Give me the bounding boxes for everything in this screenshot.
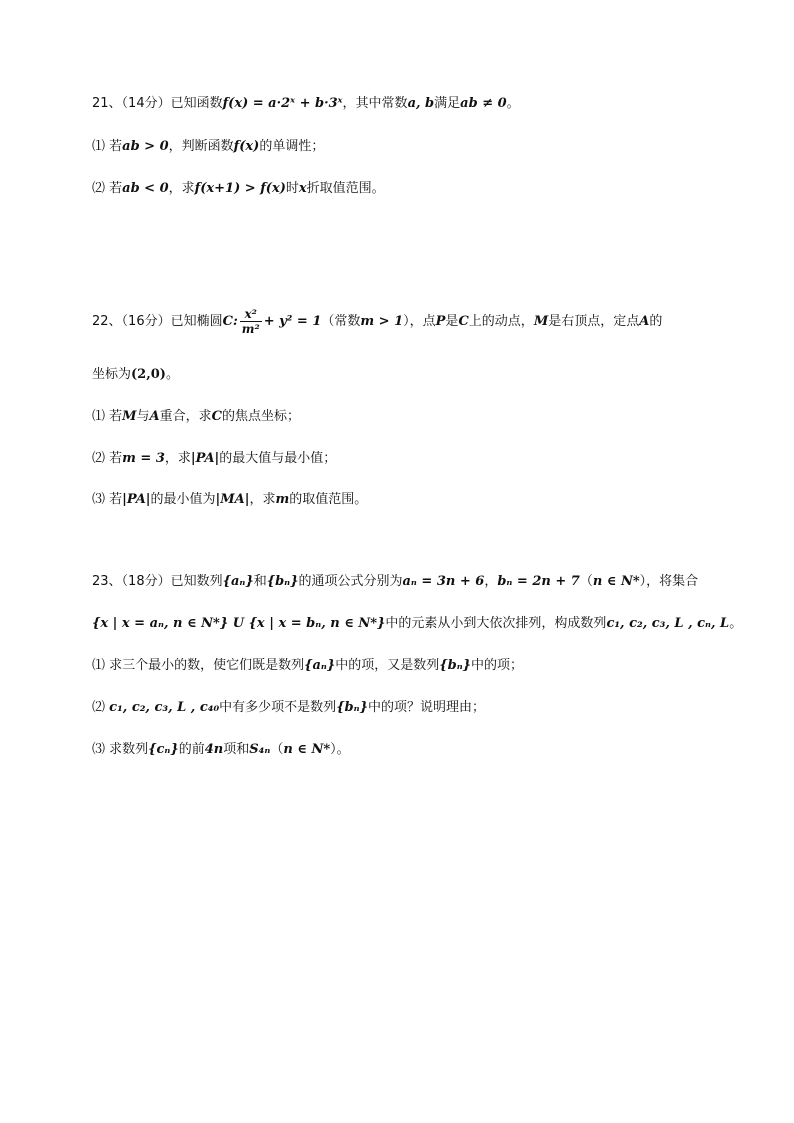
q23-part2: ⑵ c₁, c₂, c₃, L , c₄₀中有多少项不是数列{bₙ}中的项？说明理由； (92, 700, 485, 715)
q22-stem: 22、（16分）已知椭圆C: $\frac{\text{x²}}{\text{m²}}$ + y² = 1（常数m > 1），点P是C上的动点，M是右顶点，定点A的 (92, 307, 663, 336)
q23-stem-line2: {x | x = aₙ, n ∈ N*} U {x | x = bₙ, n ∈ N*}中的元素从小到大依次排列，构成数列c₁, c₂, c₃, L , cₙ, L。 (92, 616, 743, 631)
q23-part3: ⑶ 求数列{cₙ}的前4n项和S₄ₙ（n ∈ N*）。 (92, 742, 350, 757)
q22-fraction: $\frac{\text{x²}}{\text{m²}}$ (241, 307, 260, 336)
q21-stem: 21、（14分）已知函数f(x) = a·2ˣ + b·3ˣ，其中常数a, b满足ab ≠ 0。 (92, 96, 520, 111)
q22-part1: ⑴ 若M与A重合，求C的焦点坐标； (92, 409, 301, 424)
q22-stem-line2: 坐标为(2,0)。 (92, 367, 179, 382)
q21-part1: ⑴ 若ab > 0，判断函数f(x)的单调性； (92, 139, 325, 154)
q21-function: f(x) = a·2ˣ + b·3ˣ (222, 96, 343, 111)
q23-part1: ⑴ 求三个最小的数，使它们既是数列{aₙ}中的项，又是数列{bₙ}中的项； (92, 658, 524, 673)
q23-stem: 23、（18分）已知数列{aₙ}和{bₙ}的通项公式分别为aₙ = 3n + 6，bₙ = 2n + 7（n ∈ N*），将集合 (92, 574, 699, 589)
q21-part2: ⑵ 若ab < 0，求f(x+1) > f(x)时x折取值范围。 (92, 181, 385, 196)
q22-part3: ⑶ 若|PA|的最小值为|MA|，求m的取值范围。 (92, 492, 368, 507)
q22-part2: ⑵ 若m = 3，求|PA|的最大值与最小值； (92, 451, 337, 466)
q21-condition: ab ≠ 0 (460, 96, 507, 111)
q23-set: {x | x = aₙ, n ∈ N*} U {x | x = bₙ, n ∈ N*} (92, 616, 386, 631)
